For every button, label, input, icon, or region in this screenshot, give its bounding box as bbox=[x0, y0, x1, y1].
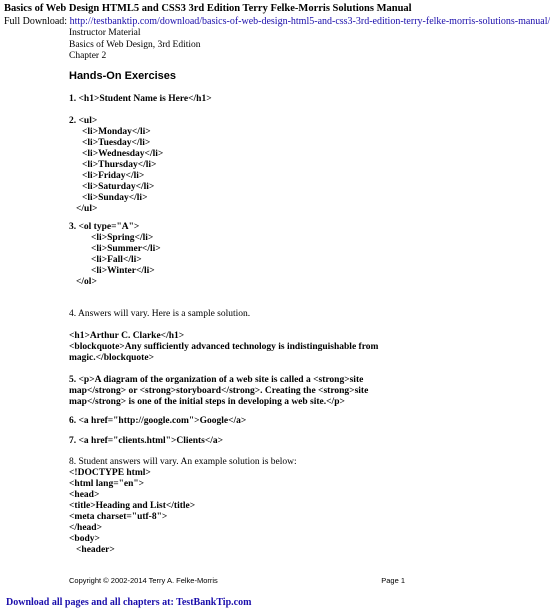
code-line: <header> bbox=[76, 545, 115, 555]
ex2-open: 2. <ul> bbox=[69, 116, 98, 126]
code-line: <body> bbox=[69, 534, 100, 544]
exercise-8 bbox=[69, 457, 297, 556]
header-line-3: Chapter 2 bbox=[69, 51, 107, 61]
header-line-2: Basics of Web Design, 3rd Edition bbox=[69, 39, 201, 50]
exercise-2 bbox=[69, 116, 163, 215]
code-line: <head> bbox=[69, 490, 100, 500]
ex5-line-2: map</strong> or <strong>storyboard</strong>. Creating the <strong>site bbox=[69, 386, 369, 396]
banner bbox=[4, 2, 550, 28]
ex3-close: </ol> bbox=[76, 277, 97, 287]
download-line bbox=[4, 15, 550, 28]
exercise-4-intro: 4. Answers will vary. Here is a sample solution. bbox=[69, 309, 251, 319]
page-footer bbox=[69, 576, 405, 585]
list-item: <li>Monday</li> bbox=[82, 127, 151, 137]
ex4-line-1: <h1>Arthur C. Clarke</h1> bbox=[69, 331, 185, 341]
ex5-line-1: 5. <p>A diagram of the organization of a web site is called a <strong>site bbox=[69, 375, 364, 385]
code-line: <meta charset="utf-8"> bbox=[69, 512, 168, 522]
ex5-line-3: map</strong> is one of the initial steps in developing a web site.</p> bbox=[69, 397, 345, 407]
list-item: <li>Tuesday</li> bbox=[82, 138, 151, 148]
exercise-1: 1. <h1>Student Name is Here</h1> bbox=[69, 94, 212, 104]
list-item: <li>Wednesday</li> bbox=[82, 149, 164, 159]
list-item: <li>Saturday</li> bbox=[82, 182, 155, 192]
section-title: Hands-On Exercises bbox=[69, 70, 176, 82]
list-item: <li>Sunday</li> bbox=[82, 193, 148, 203]
list-item: <li>Friday</li> bbox=[82, 171, 145, 181]
list-item: <li>Fall</li> bbox=[91, 255, 142, 265]
exercise-7: 7. <a href="clients.html">Clients</a> bbox=[69, 436, 224, 446]
header-line-1: Instructor Material bbox=[69, 28, 141, 38]
ex3-open: 3. <ol type="A"> bbox=[69, 222, 140, 232]
code-line: </head> bbox=[69, 523, 102, 533]
banner-title: Basics of Web Design HTML5 and CSS3 3rd Edition Terry Felke-Morris Solutions Manual bbox=[4, 3, 412, 14]
exercise-4-code bbox=[69, 331, 378, 364]
exercise-6: 6. <a href="http://google.com">Google</a> bbox=[69, 416, 247, 426]
ex4-line-2: <blockquote>Any sufficiently advanced technology is indistinguishable from bbox=[69, 342, 379, 352]
ex2-close: </ul> bbox=[76, 204, 98, 214]
copyright: Copyright © 2002-2014 Terry A. Felke-Morris bbox=[69, 576, 218, 585]
code-line: <html lang="en"> bbox=[69, 479, 145, 489]
exercise-3 bbox=[69, 222, 161, 288]
document-header bbox=[69, 28, 201, 63]
code-line: <title>Heading and List</title> bbox=[69, 501, 196, 511]
list-item: <li>Summer</li> bbox=[91, 244, 161, 254]
list-item: <li>Spring</li> bbox=[91, 233, 154, 243]
ex4-line-3: magic.</blockquote> bbox=[69, 353, 154, 363]
ex8-intro: 8. Student answers will vary. An example solution is below: bbox=[69, 457, 297, 467]
download-label: Full Download: bbox=[4, 16, 68, 27]
download-link[interactable]: http://testbanktip.com/download/basics-of-web-design-html5-and-css3-3rd-edition-terry-felke-morris-solutions-manual/ bbox=[69, 16, 550, 27]
list-item: <li>Thursday</li> bbox=[82, 160, 157, 170]
page-number: Page 1 bbox=[381, 576, 405, 585]
bottom-download-link[interactable]: Download all pages and all chapters at: TestBankTip.com bbox=[6, 597, 252, 608]
exercise-5 bbox=[69, 375, 368, 408]
code-line: <!DOCTYPE html> bbox=[69, 468, 151, 478]
list-item: <li>Winter</li> bbox=[91, 266, 155, 276]
